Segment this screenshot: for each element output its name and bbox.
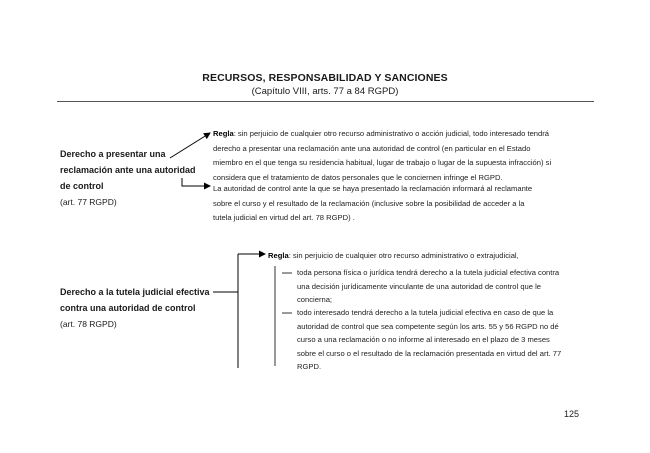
section2-item2-line5: RGPD. xyxy=(297,362,322,371)
section2-rule-label: Regla xyxy=(268,251,289,260)
section2-item1-line1: toda persona física o jurídica tendrá derecho a la tutela judicial efectiva contra xyxy=(297,268,560,277)
section1-rule-label: Regla xyxy=(213,129,234,138)
section2-item1-line3: concierna; xyxy=(297,295,333,304)
section1-info-line2: sobre el curso y el resultado de la reclamación (inclusive sobre la posibilidad de acceder a la xyxy=(213,198,525,208)
section1-reference: (art. 77 RGPD) xyxy=(60,197,117,207)
section1-rule-text-2: derecho a presentar una reclamación ante una autoridad de control (en particular en el Estado xyxy=(213,143,531,153)
section2-reference: (art. 78 RGPD) xyxy=(60,319,117,329)
section1-rule-text: : sin perjuicio de cualquier otro recurso administrativo o acción judicial, todo interesado tendrá xyxy=(233,129,549,138)
section2-item2-line2: autoridad de control que sea competente según los arts. 55 y 56 RGPD no dé xyxy=(297,321,559,331)
section2-item1-line2: una decisión jurídicamente vinculante de una autoridad de control que le xyxy=(297,281,542,291)
page-title: RECURSOS, RESPONSABILIDAD Y SANCIONES xyxy=(202,72,448,84)
section2-heading-line2: contra una autoridad de control xyxy=(60,303,196,313)
section1-heading-line2: reclamación ante una autoridad xyxy=(60,165,196,175)
section1-info-line1: La autoridad de control ante la que se haya presentado la reclamación informará al reclamante xyxy=(213,184,533,193)
section2-item2-line4: sobre el curso o el resultado de la reclamación presentada en virtud del art. 77 xyxy=(297,348,562,358)
section1-heading-line1: Derecho a presentar una xyxy=(60,149,166,159)
section1-rule-text-4: considera que el tratamiento de datos personales que le conciernen infringe el RGPD. xyxy=(213,172,503,182)
section2-heading-line1: Derecho a la tutela judicial efectiva xyxy=(60,287,210,297)
section1-info-line3: tutela judicial en virtud del art. 78 RGPD) . xyxy=(213,213,355,222)
section2-item2-line1: todo interesado tendrá derecho a la tutela judicial efectiva en caso de que la xyxy=(297,308,554,317)
section1-rule-arrow xyxy=(170,133,210,158)
page-subtitle: (Capítulo VIII, arts. 77 a 84 RGPD) xyxy=(251,86,399,97)
page-number: 125 xyxy=(564,409,580,419)
section1-info-connector xyxy=(182,178,210,186)
section1-heading-line3: de control xyxy=(60,181,104,191)
section1-rule-text-3: miembro en el que tenga su residencia habitual, lugar de trabajo o lugar de la supuesta infracción) si xyxy=(213,158,552,167)
section2-rule-text: : sin perjuicio de cualquier otro recurso administrativo o extrajudicial, xyxy=(288,251,519,260)
section2-item2-line3: curso a una reclamación o no informe al interesado en el plazo de 3 meses xyxy=(297,335,550,344)
